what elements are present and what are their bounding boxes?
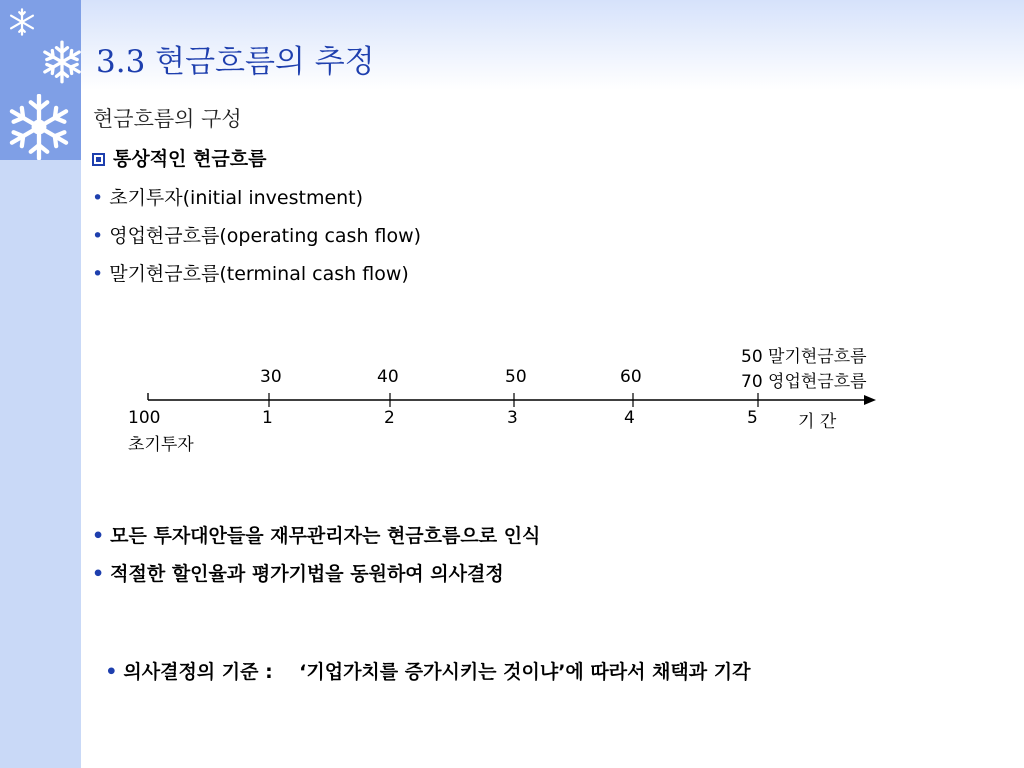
initial-investment-amount: 100	[128, 408, 161, 428]
slide-title: 3.3 현금흐름의 추정	[96, 44, 375, 80]
bullet-icon: •	[92, 563, 105, 585]
period-label: 5	[747, 408, 758, 428]
slide-subtitle: 현금흐름의 구성	[93, 107, 242, 131]
statement-text: 의사결정의 기준 : ‘기업가치를 증가시키는 것이냐’에 따라서 채택과 기각	[123, 661, 751, 683]
period-label: 4	[624, 408, 635, 428]
list-item	[92, 559, 504, 586]
axis-label: 기 간	[798, 412, 837, 432]
inflow-value: 50	[505, 367, 527, 387]
component-terminal-cash-flow: 말기현금흐름(terminal cash flow)	[109, 263, 409, 285]
bullet-icon: •	[92, 263, 104, 285]
list-item	[92, 521, 540, 548]
component-initial-investment: 초기투자(initial investment)	[109, 187, 364, 209]
inflow-value: 30	[260, 367, 282, 387]
operating-cash-flow-label: 70 영업현금흐름	[741, 372, 867, 392]
bullet-icon: •	[92, 225, 104, 247]
section-heading-text: 통상적인 현금흐름	[113, 148, 267, 170]
inflow-value: 40	[377, 367, 399, 387]
period-label: 3	[507, 408, 518, 428]
bullet-icon: •	[92, 525, 105, 547]
statement-text: 적절한 할인율과 평가기법을 동원하여 의사결정	[110, 563, 504, 585]
period-label: 1	[262, 408, 273, 428]
terminal-cash-flow-label: 50 말기현금흐름	[741, 347, 867, 367]
bullet-icon: •	[105, 661, 118, 683]
timeline-arrow-icon	[864, 395, 876, 405]
statement-text: 모든 투자대안들을 재무관리자는 현금흐름으로 인식	[110, 525, 541, 547]
initial-investment-label: 초기투자	[128, 435, 194, 455]
list-item	[92, 635, 750, 684]
inflow-value: 60	[620, 367, 642, 387]
component-operating-cash-flow: 영업현금흐름(operating cash flow)	[109, 225, 422, 247]
period-label: 2	[384, 408, 395, 428]
bullet-icon: •	[92, 187, 104, 209]
